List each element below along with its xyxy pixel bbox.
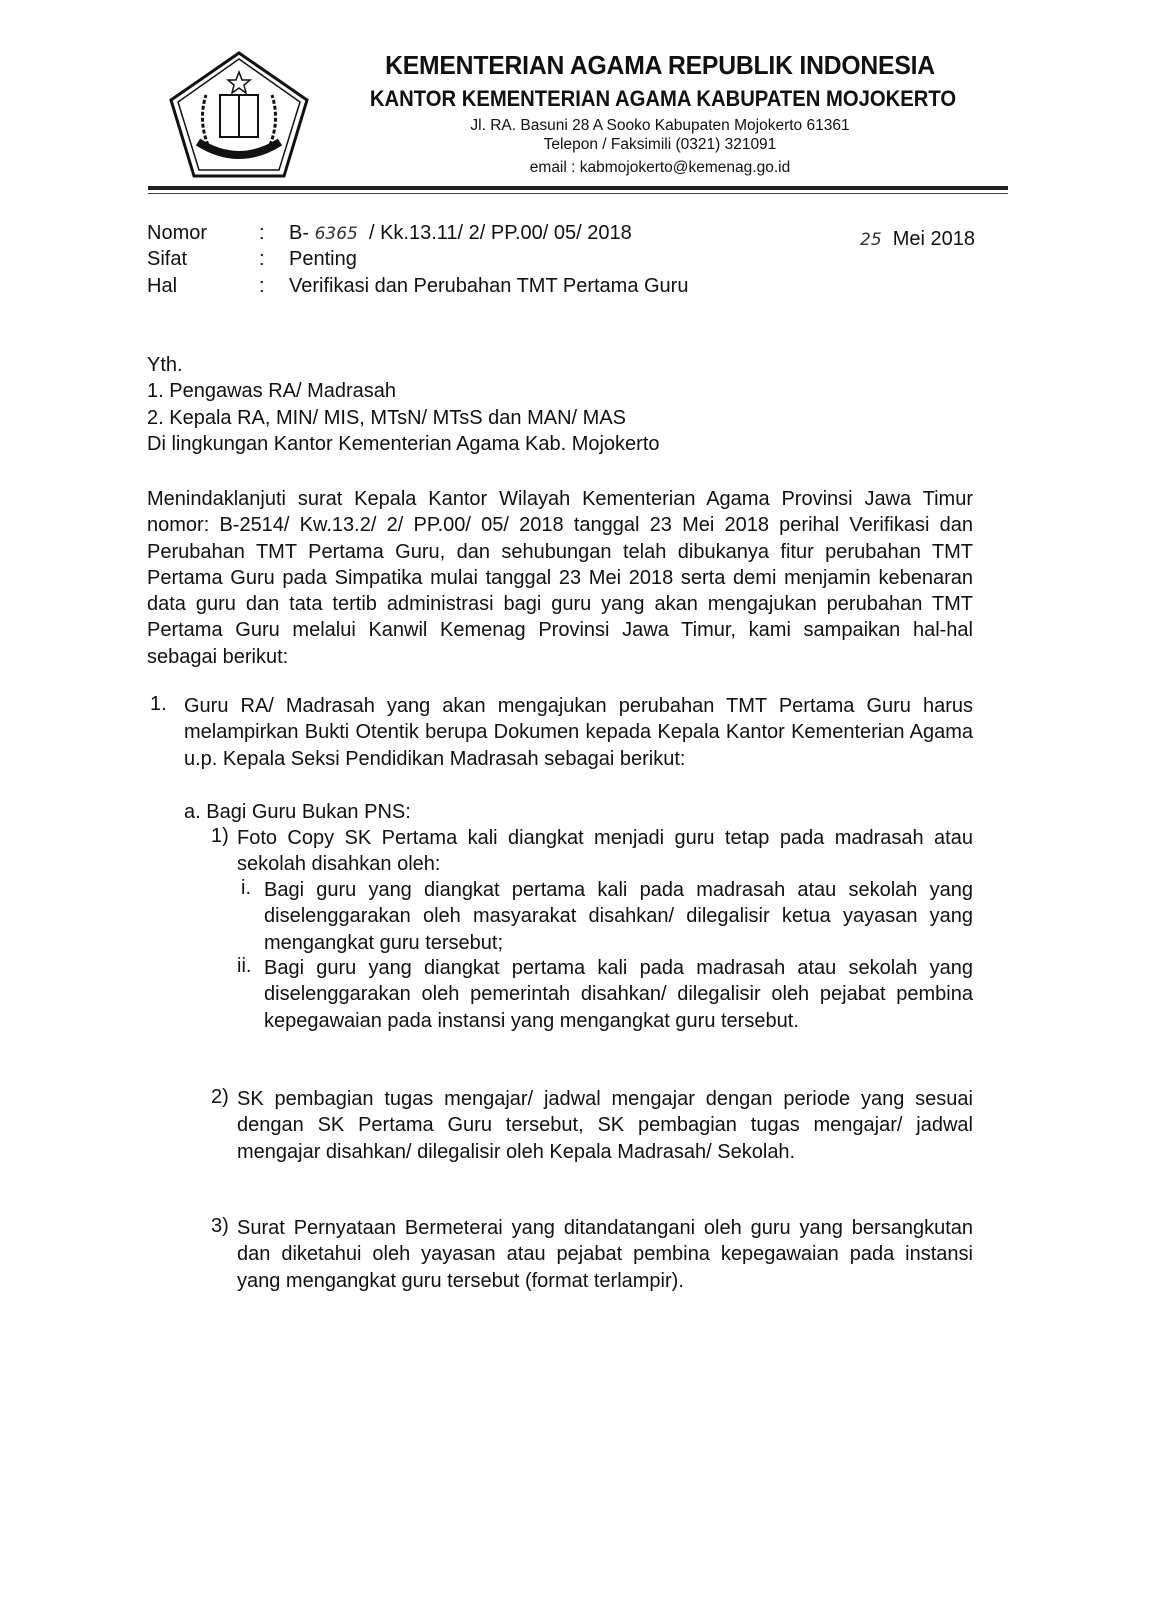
date-day: 25 <box>860 230 882 250</box>
item-a1-i: Bagi guru yang diangkat pertama kali pada madrasah atau sekolah yang diselenggarakan oleh masyarakat disahkan/ dilegalisir ketua yayasan yang mengangkat guru tersebut; <box>264 879 973 954</box>
address: Jl. RA. Basuni 28 A Sooko Kabupaten Mojokerto 61361 <box>470 117 850 134</box>
item-number: 3) <box>211 1215 229 1237</box>
hal-label: Hal <box>147 275 178 297</box>
sifat-row <box>147 248 357 271</box>
recipient-line: 2. Kepala RA, MIN/ MIS, MTsN/ MTsS dan MAN/ MAS <box>147 406 627 429</box>
phone: Telepon / Faksimili (0321) 321091 <box>543 136 777 153</box>
intro-paragraph: Menindaklanjuti surat Kepala Kantor Wilayah Kementerian Agama Provinsi Jawa Timur nomor: B-2514/ Kw.13.2/ 2/ PP.00/ 05/ 2018 tanggal 23 Mei 2018 perihal Verifikasi dan Perubahan TMT Pertama Guru, dan sehubungan telah dibukanya fitur perubahan TMT Pertama Guru pada Simpatika mulai tanggal 23 Mei 2018 serta demi menjamin kebenaran data guru dan tata tertib administrasi bagi guru yang akan mengajukan perubahan TMT Pertama Guru melalui Kanwil Kemenag Provinsi Jawa Timur, kami sampaikan hal-hal sebagai berikut: <box>147 488 973 668</box>
item-number: 2) <box>211 1086 229 1108</box>
separator: : <box>259 275 265 297</box>
date-month-year: Mei 2018 <box>892 228 976 250</box>
item-1: Guru RA/ Madrasah yang akan mengajukan perubahan TMT Pertama Guru harus melampirkan Bukti Otentik berupa Dokumen kepada Kepala Kantor Kementerian Agama u.p. Kepala Seksi Pendidikan Madrasah sebagai berikut: <box>184 695 973 770</box>
item-a2: SK pembagian tugas mengajar/ jadwal mengajar dengan periode yang sesuai dengan SK Pertama Guru tersebut, SK pembagian tugas mengajar/ jadwal mengajar disahkan/ dilegalisir oleh Kepala Madrasah/ Sekolah. <box>237 1088 973 1163</box>
email: email : kabmojokerto@kemenag.go.id <box>529 159 791 176</box>
item-number: i. <box>241 877 251 899</box>
nomor-suffix: / Kk.13.11/ 2/ PP.00/ 05/ 2018 <box>368 222 632 244</box>
sifat-label: Sifat <box>147 248 188 270</box>
sifat-value: Penting <box>289 248 357 270</box>
ministry-logo-icon <box>168 50 310 180</box>
item-number: 1) <box>211 825 229 847</box>
item-a1: Foto Copy SK Pertama kali diangkat menjadi guru tetap pada madrasah atau sekolah disahkan oleh: <box>237 827 973 876</box>
recipient-line: Yth. <box>147 354 183 376</box>
hal-value: Verifikasi dan Perubahan TMT Pertama Guru <box>289 275 689 297</box>
item-a3: Surat Pernyataan Bermeterai yang ditandatangani oleh guru yang bersangkutan dan diketahui oleh yayasan atau pejabat pembina kepegawaian pada instansi yang mengangkat guru tersebut (format terlampir). <box>237 1217 973 1292</box>
recipient-line: 1. Pengawas RA/ Madrasah <box>147 380 397 403</box>
item-number: ii. <box>237 955 252 977</box>
header-rule-thin <box>148 193 1008 194</box>
header-rule <box>148 186 1008 190</box>
hal-row <box>147 275 688 298</box>
letter-date <box>860 228 975 251</box>
separator: : <box>259 248 265 270</box>
nomor-row <box>147 222 632 245</box>
item-number: 1. <box>150 693 167 715</box>
nomor-handwritten: 6365 <box>314 224 358 244</box>
ministry-name: KEMENTERIAN AGAMA REPUBLIK INDONESIA <box>385 50 935 80</box>
item-a1-ii: Bagi guru yang diangkat pertama kali pada madrasah atau sekolah yang diselenggarakan oleh pemerintah disahkan/ dilegalisir oleh pejabat pembina kepegawaian pada instansi yang mengangkat guru tersebut. <box>264 957 973 1032</box>
nomor-prefix: B- <box>289 222 309 244</box>
recipient-line: Di lingkungan Kantor Kementerian Agama Kab. Mojokerto <box>147 432 660 455</box>
nomor-label: Nomor <box>147 222 208 244</box>
office-name: KANTOR KEMENTERIAN AGAMA KABUPATEN MOJOKERTO <box>369 86 957 111</box>
subheading-a: a. Bagi Guru Bukan PNS: <box>184 801 411 823</box>
separator: : <box>259 222 265 244</box>
recipients <box>147 352 660 457</box>
